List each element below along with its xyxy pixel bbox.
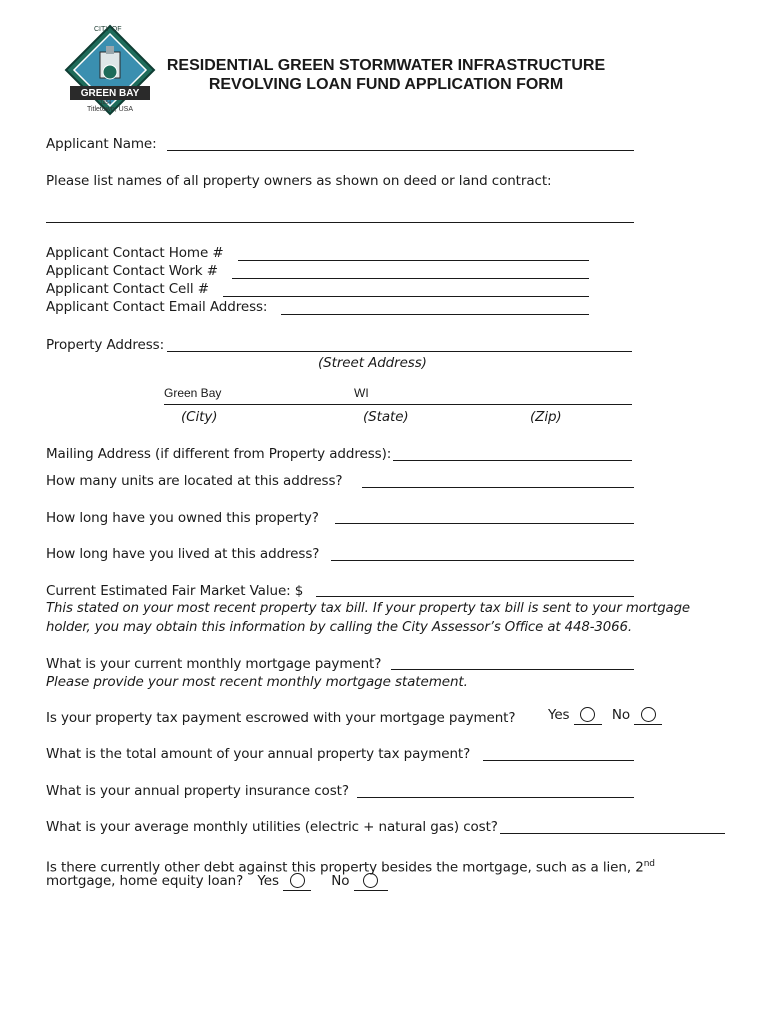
owners-label: Please list names of all property owners as shown on deed or land contract: bbox=[46, 173, 552, 189]
logo-top-text: CITY OF bbox=[94, 26, 122, 33]
cell-phone-label: Applicant Contact Cell # bbox=[46, 281, 209, 297]
fair-market-value-field[interactable] bbox=[316, 596, 634, 597]
zip-caption: (Zip) bbox=[530, 409, 562, 425]
home-phone-label: Applicant Contact Home # bbox=[46, 245, 224, 261]
escrow-label: Is your property tax payment escrowed with your mortgage payment? bbox=[46, 710, 516, 726]
other-debt-text-2: mortgage, home equity loan? bbox=[46, 873, 244, 889]
utilities-label: What is your average monthly utilities (electric + natural gas) cost? bbox=[46, 819, 498, 835]
logo-name: GREEN BAY bbox=[80, 88, 140, 99]
insurance-field[interactable] bbox=[357, 797, 634, 798]
escrow-options bbox=[548, 707, 662, 725]
escrow-yes-option[interactable] bbox=[574, 707, 602, 725]
cell-phone-field[interactable] bbox=[223, 296, 589, 297]
radio-circle-icon bbox=[641, 707, 656, 722]
mailing-address-label: Mailing Address (if different from Property address): bbox=[46, 446, 392, 462]
applicant-name-field[interactable] bbox=[167, 150, 634, 151]
state-caption: (State) bbox=[363, 409, 409, 425]
escrow-yes-label: Yes bbox=[548, 707, 570, 723]
mortgage-payment-field[interactable] bbox=[391, 669, 634, 670]
insurance-label: What is your annual property insurance cost? bbox=[46, 783, 349, 799]
work-phone-field[interactable] bbox=[232, 278, 589, 279]
utilities-field[interactable] bbox=[500, 833, 725, 834]
work-phone-label: Applicant Contact Work # bbox=[46, 263, 218, 279]
debt-no-option[interactable] bbox=[354, 873, 388, 891]
radio-circle-icon bbox=[290, 873, 305, 888]
applicant-name-label: Applicant Name: bbox=[46, 136, 157, 152]
fmv-note-line-1: This stated on your most recent property tax bill. If your property tax bill is sent to your mortgage bbox=[46, 601, 691, 616]
title-line-2: REVOLVING LOAN FUND APPLICATION FORM bbox=[208, 76, 564, 93]
owners-field[interactable] bbox=[46, 222, 634, 223]
debt-yes-label: Yes bbox=[257, 873, 279, 889]
email-field[interactable] bbox=[281, 314, 589, 315]
escrow-no-label: No bbox=[611, 707, 631, 723]
radio-circle-icon bbox=[580, 707, 595, 722]
city-caption: (City) bbox=[181, 409, 218, 425]
city-value[interactable]: Green Bay bbox=[164, 386, 222, 400]
city-logo bbox=[62, 22, 158, 118]
city-state-zip-field[interactable] bbox=[164, 404, 632, 405]
mortgage-payment-label: What is your current monthly mortgage payment? bbox=[46, 656, 382, 672]
property-tax-field[interactable] bbox=[483, 760, 634, 761]
units-field[interactable] bbox=[362, 487, 634, 488]
owned-field[interactable] bbox=[335, 523, 634, 524]
street-address-caption: (Street Address) bbox=[318, 355, 427, 371]
fair-market-value-label: Current Estimated Fair Market Value: $ bbox=[46, 583, 304, 599]
mortgage-note: Please provide your most recent monthly mortgage statement. bbox=[46, 674, 468, 690]
mailing-address-field[interactable] bbox=[393, 460, 632, 461]
debt-yes-option[interactable] bbox=[283, 873, 311, 891]
escrow-no-option[interactable] bbox=[634, 707, 662, 725]
radio-circle-icon bbox=[363, 873, 378, 888]
other-debt-superscript: nd bbox=[643, 859, 655, 869]
state-value[interactable]: WI bbox=[354, 386, 369, 400]
lived-label: How long have you lived at this address? bbox=[46, 546, 320, 562]
property-tax-label: What is the total amount of your annual property tax payment? bbox=[46, 746, 471, 762]
title-line-1: RESIDENTIAL GREEN STORMWATER INFRASTRUCTURE bbox=[166, 57, 606, 74]
other-debt-text: Is there currently other debt against this property besides the mortgage, such as a lien, 2 bbox=[46, 859, 644, 876]
debt-no-label: No bbox=[331, 873, 350, 889]
email-label: Applicant Contact Email Address: bbox=[46, 299, 268, 315]
logo-year: 1854 bbox=[100, 100, 112, 106]
other-debt-line-2 bbox=[46, 873, 388, 891]
form-title bbox=[166, 56, 606, 94]
fmv-note-line-2: holder, you may obtain this information by calling the City Assessor’s Office at 448-3066. bbox=[46, 620, 632, 635]
property-address-label: Property Address: bbox=[46, 337, 165, 353]
units-label: How many units are located at this address? bbox=[46, 473, 343, 489]
logo-tagline: Titletown, USA bbox=[86, 106, 134, 113]
home-phone-field[interactable] bbox=[238, 260, 589, 261]
lived-field[interactable] bbox=[331, 560, 634, 561]
street-address-field[interactable] bbox=[167, 351, 632, 352]
owned-label: How long have you owned this property? bbox=[46, 510, 319, 526]
